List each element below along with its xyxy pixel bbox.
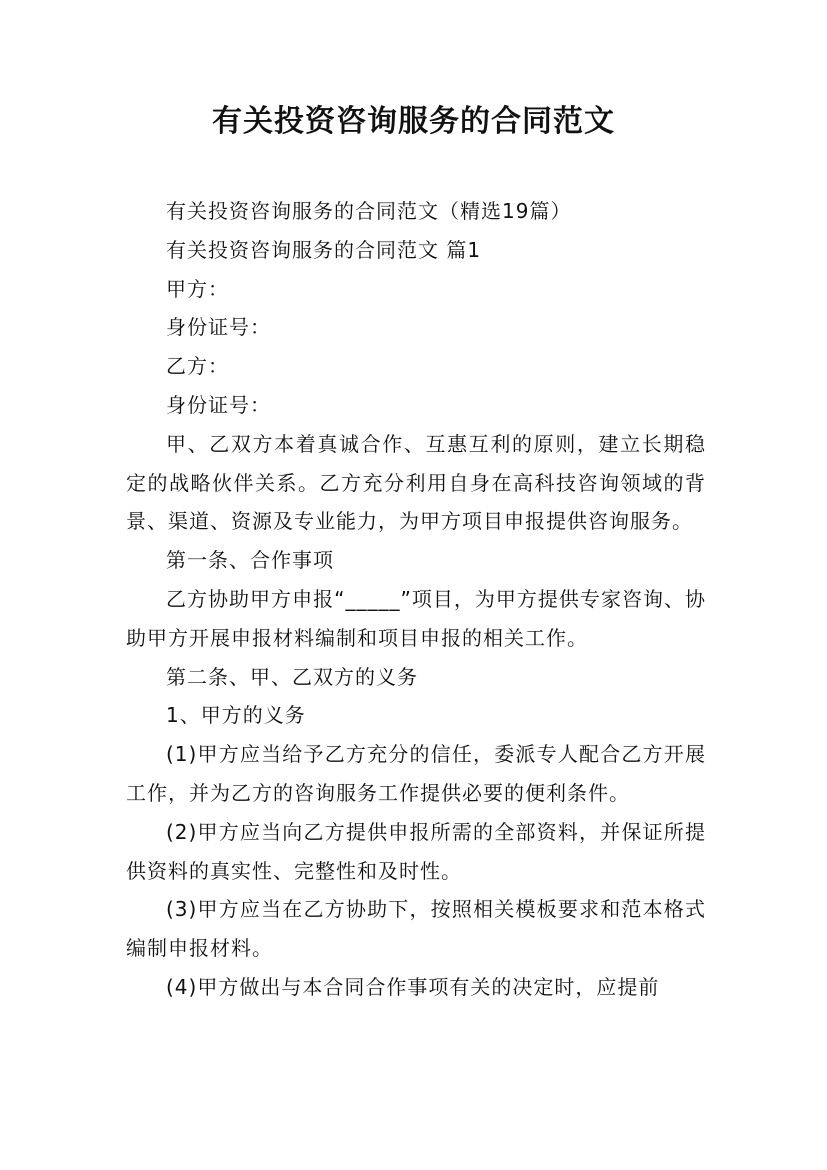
paragraph-obligation-3: (3)甲方应当在乙方协助下，按照相关模板要求和范本格式编制申报材料。 bbox=[126, 897, 706, 961]
paragraph-section-heading: 有关投资咨询服务的合同范文 篇1 bbox=[166, 237, 482, 262]
paragraph-party-b-id: 身份证号： bbox=[166, 392, 271, 417]
paragraph-article-1-body: 乙方协助甲方申报“_____”项目，为甲方提供专家咨询、协助甲方开展申报材料编制和项目申报的相关工作。 bbox=[126, 586, 706, 650]
paragraph-preamble: 甲、乙双方本着真诚合作、互惠互利的原则，建立长期稳定的战略伙伴关系。乙方充分利用自身在高科技咨询领域的背景、渠道、资源及专业能力，为甲方项目申报提供咨询服务。 bbox=[126, 431, 706, 534]
document-title: 有关投资咨询服务的合同范文 bbox=[212, 104, 615, 139]
paragraph-subtitle: 有关投资咨询服务的合同范文（精选19篇） bbox=[166, 199, 572, 223]
paragraph-obligation-1: (1)甲方应当给予乙方充分的信任，委派专人配合乙方开展工作，并为乙方的咨询服务工作提供必要的便利条件。 bbox=[126, 742, 706, 805]
paragraph-party-b: 乙方： bbox=[166, 354, 229, 379]
document-body bbox=[126, 192, 706, 1007]
paragraph-article-2-heading: 第二条、甲、乙双方的义务 bbox=[166, 664, 418, 689]
paragraph-obligation-2: (2)甲方应当向乙方提供申报所需的全部资料，并保证所提供资料的真实性、完整性和及时性。 bbox=[126, 819, 706, 883]
paragraph-party-a-obligations: 1、甲方的义务 bbox=[166, 703, 306, 728]
paragraph-obligation-4: (4)甲方做出与本合同合作事项有关的决定时，应提前 bbox=[166, 974, 660, 999]
paragraph-article-1-heading: 第一条、合作事项 bbox=[166, 548, 334, 573]
paragraph-party-a-id: 身份证号： bbox=[166, 315, 271, 340]
paragraph-party-a: 甲方： bbox=[166, 276, 229, 301]
